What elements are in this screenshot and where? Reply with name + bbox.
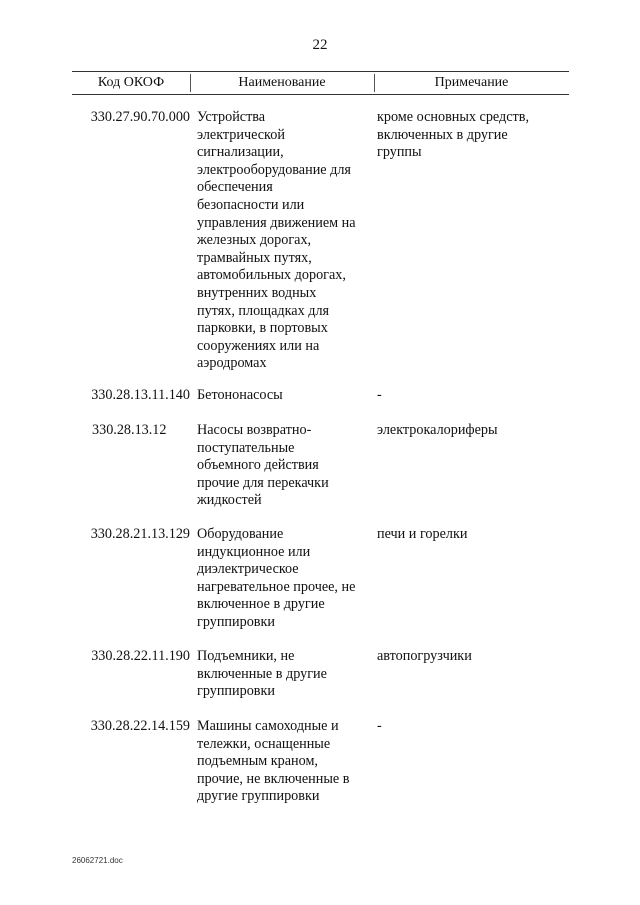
item-note — [377, 718, 567, 736]
name-line: Оборудование — [197, 526, 284, 542]
name-line: управления движением на — [197, 214, 356, 231]
name-line: Насосы возвратно- — [197, 422, 312, 438]
name-line: парковки, в портовых — [197, 320, 328, 337]
okof-code: 330.28.13.12 — [92, 422, 167, 438]
item-note — [377, 526, 567, 544]
name-line: включенные в другие — [197, 665, 327, 682]
header-name: Наименование — [238, 75, 326, 90]
name-line: жидкостей — [197, 492, 262, 509]
okof-code: 330.28.21.13.129 — [90, 526, 190, 542]
okof-code: 330.28.13.11.140 — [91, 387, 190, 403]
item-note — [377, 387, 567, 405]
item-note — [377, 648, 567, 666]
name-line: поступательные — [197, 439, 295, 456]
note-line: - — [377, 387, 382, 403]
header-note: Примечание — [434, 75, 509, 90]
item-name — [197, 718, 375, 806]
note-line: включенных в другие — [377, 126, 508, 143]
note-line: кроме основных средств, — [377, 109, 529, 125]
name-line: трамвайных путях, — [197, 249, 312, 266]
name-line: включенное в другие — [197, 596, 325, 613]
name-line: Устройства — [197, 109, 266, 125]
note-line: - — [377, 718, 382, 734]
name-line: обеспечения — [197, 179, 273, 196]
page-number: 22 — [312, 37, 328, 53]
note-line: электрокалориферы — [377, 422, 498, 438]
name-line: индукционное или — [197, 543, 311, 560]
document-filename: 26062721.doc — [72, 856, 123, 865]
item-name — [197, 526, 375, 632]
name-line: автомобильных дорогах, — [197, 267, 346, 284]
name-line: подъемным краном, — [197, 753, 318, 770]
name-line: аэродромах — [197, 355, 267, 372]
name-line: прочие, не включенные в — [197, 770, 350, 787]
item-name — [197, 648, 375, 701]
name-line: группировки — [197, 613, 275, 630]
name-line: другие группировки — [197, 788, 320, 805]
name-line: сооружениях или на — [197, 337, 320, 354]
name-line: внутренних водных — [197, 284, 317, 301]
note-line: печи и горелки — [377, 526, 468, 542]
item-name — [197, 109, 375, 373]
name-line: электрооборудование для — [197, 161, 351, 178]
name-line: объемного действия — [197, 457, 319, 474]
okof-code: 330.28.22.11.190 — [91, 648, 190, 664]
name-line: сигнализации, — [197, 144, 284, 161]
name-line: прочие для перекачки — [197, 474, 329, 491]
name-line: нагревательное прочее, не — [197, 578, 356, 595]
item-name — [197, 422, 375, 510]
okof-code: 330.27.90.70.000 — [90, 109, 190, 125]
name-line: электрической — [197, 126, 285, 143]
name-line: безопасности или — [197, 196, 305, 213]
name-line: группировки — [197, 683, 275, 700]
name-line: Машины самоходные и — [197, 718, 339, 734]
name-line: Бетононасосы — [197, 387, 283, 403]
item-note — [377, 422, 567, 440]
name-line: диэлектрическое — [197, 561, 299, 578]
name-line: железных дорогах, — [197, 232, 312, 249]
note-line: автопогрузчики — [377, 648, 472, 664]
name-line: путях, площадках для — [197, 302, 330, 319]
header-code: Код ОКОФ — [97, 75, 165, 90]
name-line: тележки, оснащенные — [197, 735, 331, 752]
item-note — [377, 109, 567, 162]
name-line: Подъемники, не — [197, 648, 295, 664]
note-line: группы — [377, 144, 422, 161]
okof-code: 330.28.22.14.159 — [90, 718, 190, 734]
table-header — [72, 71, 569, 95]
item-name — [197, 387, 375, 405]
